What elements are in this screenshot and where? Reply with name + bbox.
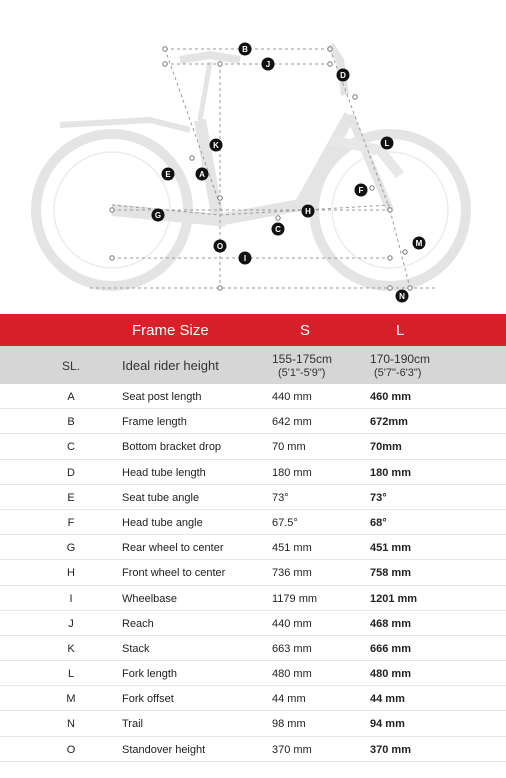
row-value-s: 440 mm (272, 391, 312, 403)
row-value-l: 480 mm (370, 668, 411, 681)
row-parameter: Wheelbase (122, 592, 178, 605)
row-parameter: Rear wheel to center (122, 542, 224, 555)
row-value-l: 666 mm (370, 642, 411, 655)
marker-label: M (415, 239, 423, 248)
row-sl: E (67, 491, 75, 504)
marker-label: E (165, 170, 171, 179)
row-value-s: 642 mm (272, 416, 312, 429)
marker-n (396, 290, 409, 303)
row-sl: L (67, 668, 75, 681)
row-parameter: Trail (122, 718, 143, 731)
table-row (0, 711, 506, 736)
marker-i (239, 252, 252, 265)
row-parameter: Fork length (122, 668, 178, 681)
row-sl: D (67, 466, 75, 479)
header-size-l: L (396, 322, 405, 339)
marker-label: D (340, 71, 346, 80)
table-row (0, 384, 506, 409)
marker-b (239, 43, 252, 56)
row-value-l: 70mm (370, 441, 402, 454)
header-frame-size: Frame Size (132, 322, 209, 339)
row-value-s: 440 mm (272, 617, 312, 630)
row-sl: N (67, 718, 75, 731)
table-row (0, 460, 506, 485)
marker-g (152, 209, 165, 222)
bike-silhouette (36, 45, 466, 286)
row-value-s: 1179 mm (272, 592, 318, 605)
row-sl: G (66, 542, 76, 555)
measurement-points (110, 47, 412, 290)
subheader-l-ft: (5'7"-6'3") (374, 367, 422, 379)
row-value-s: 98 mm (272, 718, 306, 731)
row-value-l: 468 mm (370, 617, 411, 630)
row-value-l: 460 mm (370, 391, 411, 403)
subheader-s-cm: 155-175cm (272, 352, 333, 366)
marker-label: H (305, 207, 311, 216)
marker-a (196, 168, 209, 181)
row-value-s: 73° (272, 491, 289, 504)
marker-label: I (243, 254, 247, 263)
row-value-s: 180 mm (272, 466, 312, 479)
table-row (0, 586, 506, 611)
marker-label: B (242, 45, 248, 54)
table-row (0, 409, 506, 434)
table-row (0, 611, 506, 636)
marker-label: K (213, 141, 219, 150)
marker-j (262, 58, 275, 71)
row-value-l: 94 mm (370, 718, 405, 731)
row-sl: H (67, 567, 75, 580)
row-value-l: 44 mm (370, 693, 405, 706)
subheader-sl: SL. (61, 359, 80, 373)
row-sl: A (67, 391, 75, 403)
row-parameter: Reach (122, 617, 154, 630)
bike-geometry-diagram (0, 0, 506, 314)
row-parameter: Head tube length (122, 466, 206, 479)
row-parameter: Seat post length (122, 391, 202, 403)
marker-label: F (358, 186, 364, 195)
subheader-ideal-rider-height: Ideal rider height (122, 358, 219, 373)
row-parameter: Standover height (122, 743, 206, 756)
row-sl: J (68, 617, 74, 630)
marker-d (337, 69, 350, 82)
marker-label: G (154, 211, 162, 220)
row-parameter: Front wheel to center (122, 567, 226, 580)
marker-f (355, 184, 368, 197)
marker-m (413, 237, 426, 250)
row-value-s: 480 mm (272, 668, 312, 681)
row-parameter: Seat tube angle (122, 491, 200, 504)
row-parameter: Stack (122, 642, 150, 655)
row-value-l: 1201 mm (370, 592, 418, 605)
row-value-l: 451 mm (370, 542, 411, 555)
measurement-lines (90, 49, 436, 288)
row-parameter: Bottom bracket drop (122, 441, 222, 454)
row-sl: I (69, 592, 73, 605)
row-value-s: 663 mm (272, 642, 312, 655)
marker-o (214, 240, 227, 253)
subheader-s-ft: (5'1"-5'9") (278, 367, 326, 379)
marker-label: A (199, 170, 205, 179)
table-row (0, 510, 506, 535)
row-sl: B (67, 416, 75, 429)
row-value-s: 370 mm (272, 743, 312, 756)
table-subheader (0, 346, 506, 384)
saddle (180, 55, 240, 60)
row-value-l: 672mm (370, 416, 408, 429)
marker-c (272, 223, 285, 236)
table-row (0, 434, 506, 459)
row-value-s: 67.5° (272, 516, 298, 529)
table-body (0, 384, 506, 762)
marker-group (152, 43, 426, 303)
row-sl: M (66, 693, 76, 706)
marker-l (381, 137, 394, 150)
table-row (0, 737, 506, 762)
table-header (0, 314, 506, 346)
row-value-l: 73° (370, 491, 387, 504)
marker-label: L (384, 139, 390, 148)
header-size-s: S (300, 322, 311, 339)
subheader-l-cm: 170-190cm (370, 352, 431, 366)
table-row (0, 560, 506, 585)
marker-e (162, 168, 175, 181)
rear-rack (60, 120, 190, 130)
row-value-l: 758 mm (370, 567, 411, 580)
row-value-s: 44 mm (272, 693, 306, 706)
row-sl: C (67, 441, 75, 454)
marker-k (210, 139, 223, 152)
marker-label: O (216, 242, 224, 251)
geometry-table (0, 314, 506, 762)
marker-label: C (275, 225, 281, 234)
table-row (0, 686, 506, 711)
row-value-l: 68° (370, 516, 387, 529)
row-parameter: Head tube angle (122, 516, 203, 529)
table-row (0, 661, 506, 686)
row-value-l: 180 mm (370, 466, 411, 479)
table-row (0, 485, 506, 510)
table-row (0, 636, 506, 661)
row-value-l: 370 mm (370, 743, 411, 756)
bike-illustration (0, 0, 506, 314)
marker-label: J (265, 60, 271, 69)
table-row (0, 535, 506, 560)
marker-h (302, 205, 315, 218)
row-parameter: Frame length (122, 416, 187, 429)
row-sl: K (67, 642, 75, 655)
row-value-s: 736 mm (272, 567, 312, 580)
row-value-s: 70 mm (272, 441, 306, 454)
row-value-s: 451 mm (272, 542, 312, 555)
row-sl: F (67, 516, 75, 529)
row-parameter: Fork offset (122, 693, 174, 706)
row-sl: O (66, 743, 76, 756)
marker-label: N (399, 292, 405, 301)
seat-post (200, 62, 210, 120)
